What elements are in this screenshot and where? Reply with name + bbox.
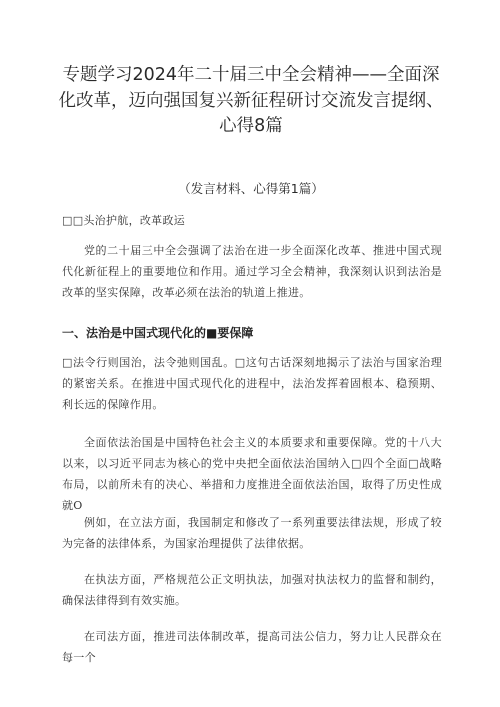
document-subtitle: （发言材料、心得第1篇） [178,181,324,196]
paragraph-law-enforcement: 在执法方面，严格规范公正文明执法，加强对执法权力的监督和制约，确保法律得到有效实施。 [62,573,442,607]
paragraph-rule-of-law: 全面依法治国是中国特色社会主义的本质要求和重要保障。党的十八大以来，以习近平同志为核心的党中央把全面依法治国纳入□四个全面□战略布局，以前所未有的决心、举措和力度推进全面依法治国，取得了历史性成就O [62,436,442,512]
paragraph-judiciary: 在司法方面，推进司法体制改革，提高司法公信力，努力让人民群众在每一个 [62,630,442,664]
paragraph-legislation: 例如，在立法方面，我国制定和修改了一系列重要法律法规，形成了较为完备的法律体系，为国家治理提供了法律依据。 [62,516,442,550]
section-heading-1: 一、法治是中国式现代化的■要保障 [62,326,254,340]
document-title: 专题学习2024年二十届三中全会精神——全面深化改革，迈向强国复兴新征程研讨交流发言提纲、心得8篇 [58,65,444,136]
paragraph-law-order: □法令行则国治，法令弛则国乱。□这句古话深刻地揭示了法治与国家治理的紧密关系。在推进中国式现代化的进程中，法治发挥着固根本、稳预期、利长远的保障作用。 [62,356,442,411]
paragraph-intro: 党的二十届三中全会强调了法治在进一步全面深化改革、推进中国式现代化新征程上的重要地位和作用。通过学习全会精神，我深刻认识到法治是改革的坚实保障，改革必须在法治的轨道上推进。 [62,244,442,299]
slogan-line: □□头治护航，改革政运 [62,214,186,227]
